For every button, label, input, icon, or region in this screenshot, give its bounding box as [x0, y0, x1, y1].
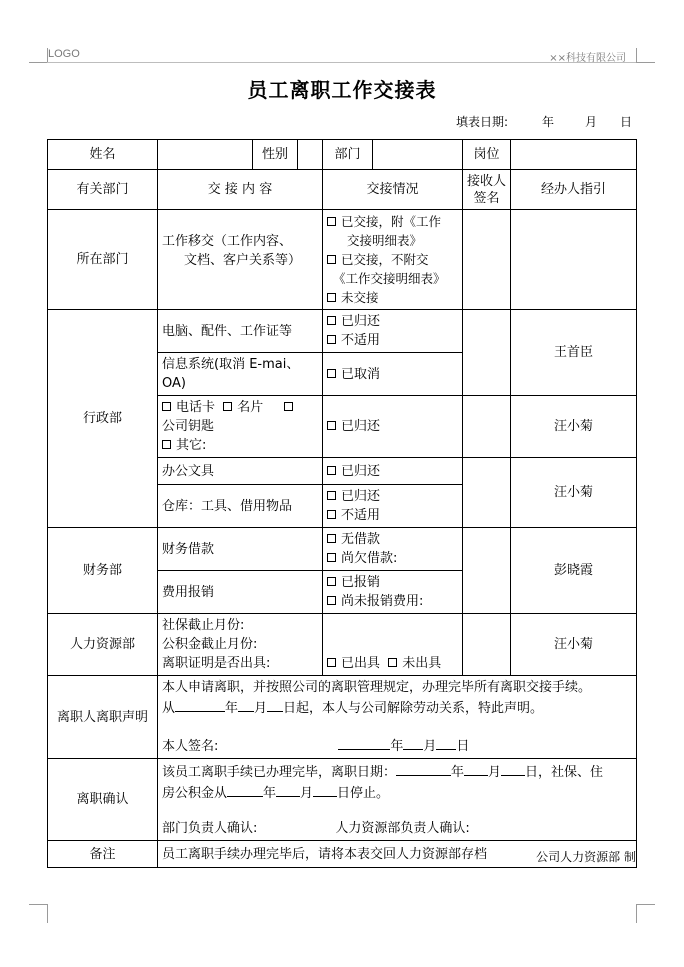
confirm-t2-month: 月 [300, 786, 314, 801]
hr-opt1: 已出具 [341, 656, 381, 671]
confirm-hr-head: 人力资源部负责人确认: [335, 821, 470, 836]
row-label-declaration: 离职人离职声明 [48, 676, 158, 759]
hr-c3: 离职证明是否出具: [162, 656, 271, 671]
admin-handler-2: 汪小菊 [511, 396, 637, 458]
confirm-t1-month: 月 [488, 765, 502, 780]
checkbox[interactable] [327, 491, 336, 500]
checkbox[interactable] [284, 402, 293, 411]
admin-r3-c2: 名片 [237, 400, 264, 415]
name-label: 姓名 [48, 140, 158, 170]
row-label-confirm: 离职确认 [48, 759, 158, 841]
admin-r3-opt1: 已归还 [341, 419, 381, 434]
admin-r3-c1: 电话卡 [176, 400, 216, 415]
checkbox[interactable] [327, 255, 336, 264]
admin-r4-opt1: 已归还 [341, 463, 381, 479]
own-dept-opt2b: 《工作交接明细表》 [333, 271, 446, 286]
checkbox[interactable] [327, 466, 336, 475]
checkbox[interactable] [327, 553, 336, 562]
admin-r5-opt2: 不适用 [341, 508, 381, 523]
declaration-sign-month: 月 [423, 739, 437, 754]
checkbox[interactable] [223, 402, 232, 411]
checkbox[interactable] [327, 335, 336, 344]
checkbox[interactable] [327, 316, 336, 325]
declaration-line1: 本人申请离职，并按照公司的离职管理规定，办理完毕所有离职交接手续。 [162, 680, 592, 695]
admin-r5-opt1: 已归还 [341, 489, 381, 504]
confirm-t2: 房公积金从 [162, 786, 228, 801]
own-dept-content [158, 210, 323, 310]
admin-r2-content: 信息系统(取消 E-mai、OA) [158, 353, 323, 396]
finance-r2-status [323, 571, 463, 614]
declaration-sign-day: 日 [456, 739, 470, 754]
finance-r2-opt2: 尚未报销费用: [341, 594, 424, 609]
admin-r3-c3: 公司钥匙 [162, 419, 215, 434]
footer-issuer: 公司人力资源部 制 [536, 850, 636, 864]
own-dept-content-line2: 文档、客户关系等） [184, 253, 302, 268]
admin-handler-3: 汪小菊 [511, 458, 637, 528]
own-dept-opt1a: 已交接，附《工作 [341, 214, 442, 229]
admin-r2-status [323, 353, 463, 396]
admin-r1-opt1: 已归还 [341, 314, 381, 329]
name-field[interactable] [158, 140, 253, 170]
admin-receiver-3[interactable] [463, 458, 511, 528]
checkbox[interactable] [327, 217, 336, 226]
position-field[interactable] [511, 140, 637, 170]
hr-c1: 社保截止月份: [162, 618, 245, 633]
row-label-remark: 备注 [48, 841, 158, 868]
finance-r1-status [323, 528, 463, 571]
col-header-status: 交接情况 [323, 170, 463, 210]
checkbox[interactable] [327, 577, 336, 586]
fill-date-day: 日 [620, 115, 633, 129]
hr-content [158, 614, 323, 676]
own-dept-handler [511, 210, 637, 310]
declaration-sign-label: 本人签名: [162, 739, 219, 754]
declaration-text [158, 676, 637, 759]
confirm-t1: 该员工离职手续已办理完毕，离职日期： [162, 765, 397, 780]
row-label-hr: 人力资源部 [48, 614, 158, 676]
crop-mark-bottom-right [636, 904, 655, 923]
finance-handler: 彭晓霞 [511, 528, 637, 614]
dept-label: 部门 [323, 140, 373, 170]
own-dept-receiver[interactable] [463, 210, 511, 310]
finance-r1-opt2: 尚欠借款: [341, 551, 398, 566]
col-header-handler: 经办人指引 [511, 170, 637, 210]
finance-r2-opt1: 已报销 [341, 575, 381, 590]
handover-table [47, 139, 637, 868]
col-header-receiver: 接收人 签名 [463, 170, 511, 210]
gender-field[interactable] [298, 140, 323, 170]
hr-status [323, 614, 463, 676]
admin-r1-status [323, 310, 463, 353]
row-label-own-dept: 所在部门 [48, 210, 158, 310]
confirm-t2-day: 日停止。 [337, 786, 390, 801]
crop-mark-top-left [29, 48, 48, 63]
own-dept-opt1b: 交接明细表》 [347, 233, 423, 248]
admin-handler-1: 王首臣 [511, 310, 637, 396]
own-dept-opt3: 未交接 [341, 290, 379, 305]
admin-r3-content [158, 396, 323, 458]
admin-r4-status [323, 458, 463, 485]
crop-mark-top-right [636, 48, 655, 63]
declaration-from: 从 [162, 701, 176, 716]
finance-r1-opt1: 无借款 [341, 532, 381, 547]
admin-r4-content: 办公文具 [158, 458, 323, 485]
declaration-year: 年 [225, 701, 239, 716]
row-label-admin: 行政部 [48, 310, 158, 528]
header-rule [47, 62, 636, 63]
crop-mark-bottom-left [29, 904, 48, 923]
declaration-day-start: 日起，本人与公司解除劳动关系，特此声明。 [283, 701, 544, 716]
hr-handler: 汪小菊 [511, 614, 637, 676]
checkbox[interactable] [327, 658, 336, 667]
checkbox[interactable] [162, 440, 171, 449]
col-header-dept: 有关部门 [48, 170, 158, 210]
admin-receiver-1[interactable] [463, 310, 511, 396]
checkbox[interactable] [388, 658, 397, 667]
own-dept-content-line1: 工作移交（工作内容、 [162, 234, 293, 249]
finance-r2-content: 费用报销 [158, 571, 323, 614]
dept-field[interactable] [373, 140, 463, 170]
admin-receiver-2[interactable] [463, 396, 511, 458]
confirm-dept-head: 部门负责人确认: [162, 821, 258, 836]
fill-date-month: 月 [585, 115, 598, 129]
checkbox[interactable] [327, 421, 336, 430]
admin-r3-status [323, 396, 463, 458]
gender-label: 性别 [253, 140, 298, 170]
checkbox[interactable] [327, 510, 336, 519]
finance-receiver[interactable] [463, 528, 511, 614]
admin-r5-content: 仓库：工具、借用物品 [158, 485, 323, 528]
admin-r3-c4: 其它: [176, 438, 207, 453]
own-dept-status [323, 210, 463, 310]
confirm-t2-year: 年 [263, 786, 277, 801]
hr-receiver[interactable] [463, 614, 511, 676]
confirm-text [158, 759, 637, 841]
checkbox[interactable] [162, 402, 171, 411]
page-title: 员工离职工作交接表 [247, 78, 437, 102]
hr-c2: 公积金截止月份: [162, 637, 258, 652]
declaration-month: 月 [254, 701, 268, 716]
fill-date-label: 填表日期: [456, 115, 509, 129]
checkbox[interactable] [327, 596, 336, 605]
row-label-finance: 财务部 [48, 528, 158, 614]
checkbox[interactable] [327, 369, 336, 378]
confirm-t1-year: 年 [451, 765, 465, 780]
own-dept-opt2a: 已交接，不附交 [341, 252, 429, 267]
checkbox[interactable] [327, 293, 336, 302]
confirm-t1-day: 日，社保、住 [525, 765, 604, 780]
position-label: 岗位 [463, 140, 511, 170]
declaration-sign-year: 年 [390, 739, 404, 754]
admin-r5-status [323, 485, 463, 528]
fill-date-year: 年 [542, 115, 555, 129]
admin-r2-opt1: 已取消 [341, 366, 381, 382]
col-header-content: 交 接 内 容 [158, 170, 323, 210]
admin-r1-content: 电脑、配件、工作证等 [158, 310, 323, 353]
admin-r1-opt2: 不适用 [341, 333, 381, 348]
remark-text: 员工离职手续办理完毕后，请将本表交回人力资源部存档 [158, 841, 637, 868]
hr-opt2: 未出具 [402, 656, 442, 671]
company-name: ××科技有限公司 [549, 53, 626, 64]
checkbox[interactable] [327, 534, 336, 543]
logo: LOGO [48, 48, 80, 60]
finance-r1-content: 财务借款 [158, 528, 323, 571]
